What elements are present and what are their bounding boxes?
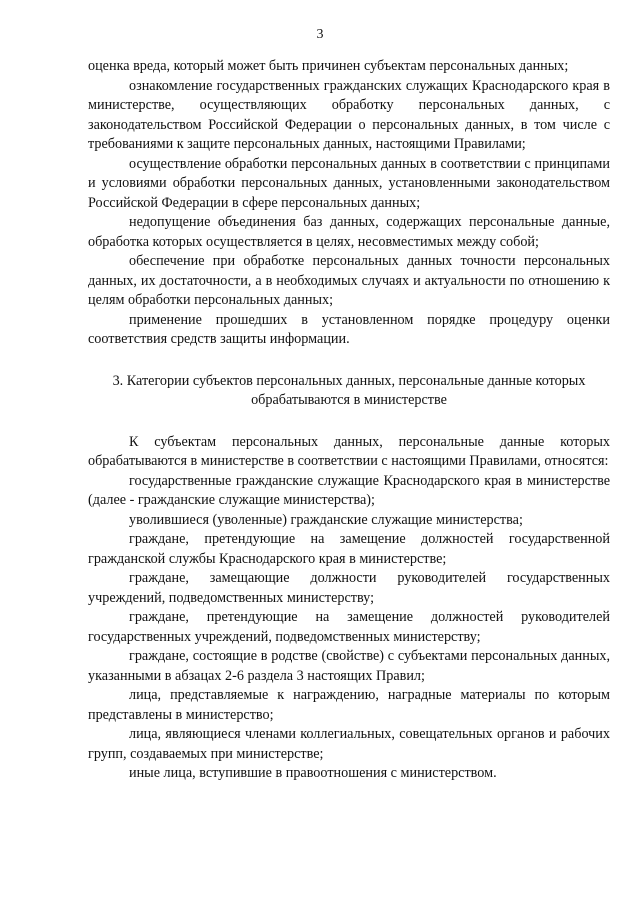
list-item: граждане, замещающие должности руководителей государственных учреждений, подведомственных министерству;: [88, 570, 610, 606]
paragraph: обеспечение при обработке персональных данных точности персональных данных, их достаточности, а в необходимых случаях и актуальности по отношению к целям обработки персональных данных;: [88, 253, 610, 308]
section-intro: К субъектам персональных данных, персональные данные которых обрабатываются в министерстве в соответствии с настоящими Правилами, относятся:: [88, 433, 610, 469]
paragraph: оценка вреда, который может быть причинен субъектам персональных данных;: [88, 58, 569, 74]
section-heading: 3. Категории субъектов персональных данных, персональные данные которых обрабатываются в министерстве: [112, 372, 586, 408]
list-item: государственные гражданские служащие Краснодарского края в министерстве (далее - гражданские служащие министерства);: [88, 472, 610, 508]
paragraph: ознакомление государственных гражданских служащих Краснодарского края в министерстве, осуществляющих обработку персональных данных, с законодательством Российской Федерации о персональных данных, в том числе с требованиями к защите персональных данных, настоящими Правилами;: [88, 77, 610, 152]
paragraph: осуществление обработки персональных данных в соответствии с принципами и условиями обработки персональных данных, установленными законодательством Российской Федерации в сфере персональных данных;: [88, 155, 610, 211]
page-number: 3: [316, 27, 324, 42]
list-item: лица, являющиеся членами коллегиальных, совещательных органов и рабочих групп, создаваемых при министерстве;: [88, 726, 610, 762]
list-item: граждане, претендующие на замещение должностей государственной гражданской службы Краснодарского края в министерстве;: [88, 531, 610, 567]
paragraph: применение прошедших в установленном порядке процедуру оценки соответствия средств защиты информации.: [88, 311, 610, 347]
list-item: граждане, претендующие на замещение должностей руководителей государственных учреждений, подведомственных министерству;: [88, 609, 610, 645]
paragraph: недопущение объединения баз данных, содержащих персональные данные, обработка которых осуществляется в целях, несовместимых между собой;: [88, 214, 610, 250]
document-body: [88, 57, 610, 784]
list-item: граждане, состоящие в родстве (свойстве) с субъектами персональных данных, указанными в абзацах 2-6 раздела 3 настоящих Правил;: [88, 648, 610, 684]
list-item: иные лица, вступившие в правоотношения с министерством.: [129, 765, 497, 781]
list-item: уволившиеся (уволенные) гражданские служащие министерства;: [129, 511, 523, 528]
list-item: лица, представляемые к награждению, наградные материалы по которым представлены в министерство;: [88, 687, 610, 723]
